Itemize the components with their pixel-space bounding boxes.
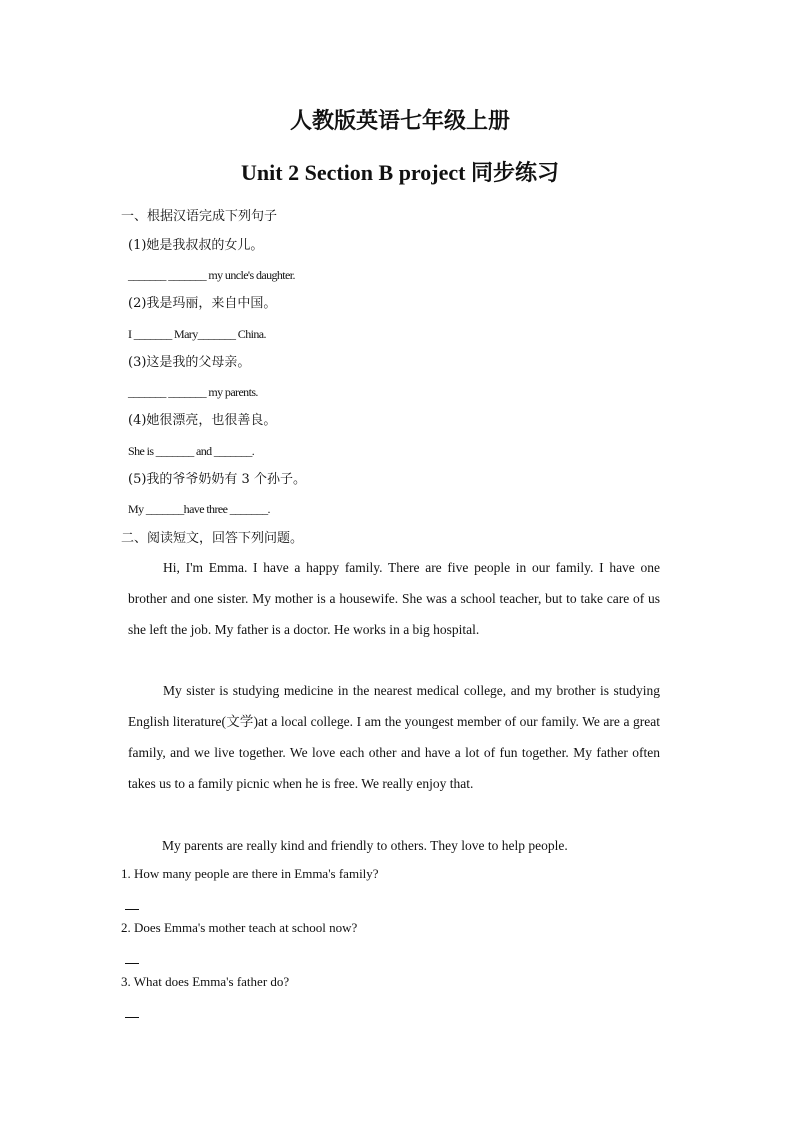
item3-english: _______ _______ my parents.	[128, 385, 258, 399]
item5-chinese: (5)我的爷爷奶奶有 3 个孙子。	[128, 472, 306, 487]
document-subtitle: Unit 2 Section B project 同步练习	[241, 160, 559, 185]
question-2: 2. Does Emma's mother teach at school now?	[121, 920, 358, 935]
question-1: 1. How many people are there in Emma's family?	[121, 866, 379, 881]
answer-line-3[interactable]	[125, 1017, 139, 1018]
document-title: 人教版英语七年级上册	[289, 108, 510, 133]
item5-english: My _______have three _______.	[128, 502, 270, 516]
item1-chinese: (1)她是我叔叔的女儿。	[128, 238, 264, 253]
item4-english: She is _______ and _______.	[128, 444, 255, 458]
item4-chinese: (4)她很漂亮，也很善良。	[128, 413, 277, 428]
answer-line-1[interactable]	[125, 909, 139, 910]
section2-heading: 二、阅读短文，回答下列问题。	[121, 531, 304, 546]
item2-chinese: (2)我是玛丽，来自中国。	[128, 296, 277, 311]
section1-heading: 一、根据汉语完成下列句子	[121, 209, 278, 224]
question-3: 3. What does Emma's father do?	[121, 974, 290, 989]
item2-english: I _______ Mary_______ China.	[128, 327, 266, 341]
reading-paragraph-1: Hi, I'm Emma. I have a happy family. There are five people in our family. I have one brother and one sister. My mother is a housewife. She was a school teacher, but to take care of us she left the job. My father is a doctor. He works in a big hospital.	[128, 560, 660, 637]
item3-chinese: (3)这是我的父母亲。	[128, 355, 251, 370]
reading-paragraph-3: My parents are really kind and friendly to others. They love to help people.	[162, 838, 568, 853]
answer-line-2[interactable]	[125, 963, 139, 964]
reading-paragraph-2: My sister is studying medicine in the nearest medical college, and my brother is studying English literature(文学)at a local college. I am the youngest member of our family. We are a great family, and we live together. We love each other and have a lot of fun together. My father often takes us to a family picnic when he is free. We really enjoy that.	[128, 683, 660, 791]
item1-english: _______ _______ my uncle's daughter.	[128, 268, 295, 282]
